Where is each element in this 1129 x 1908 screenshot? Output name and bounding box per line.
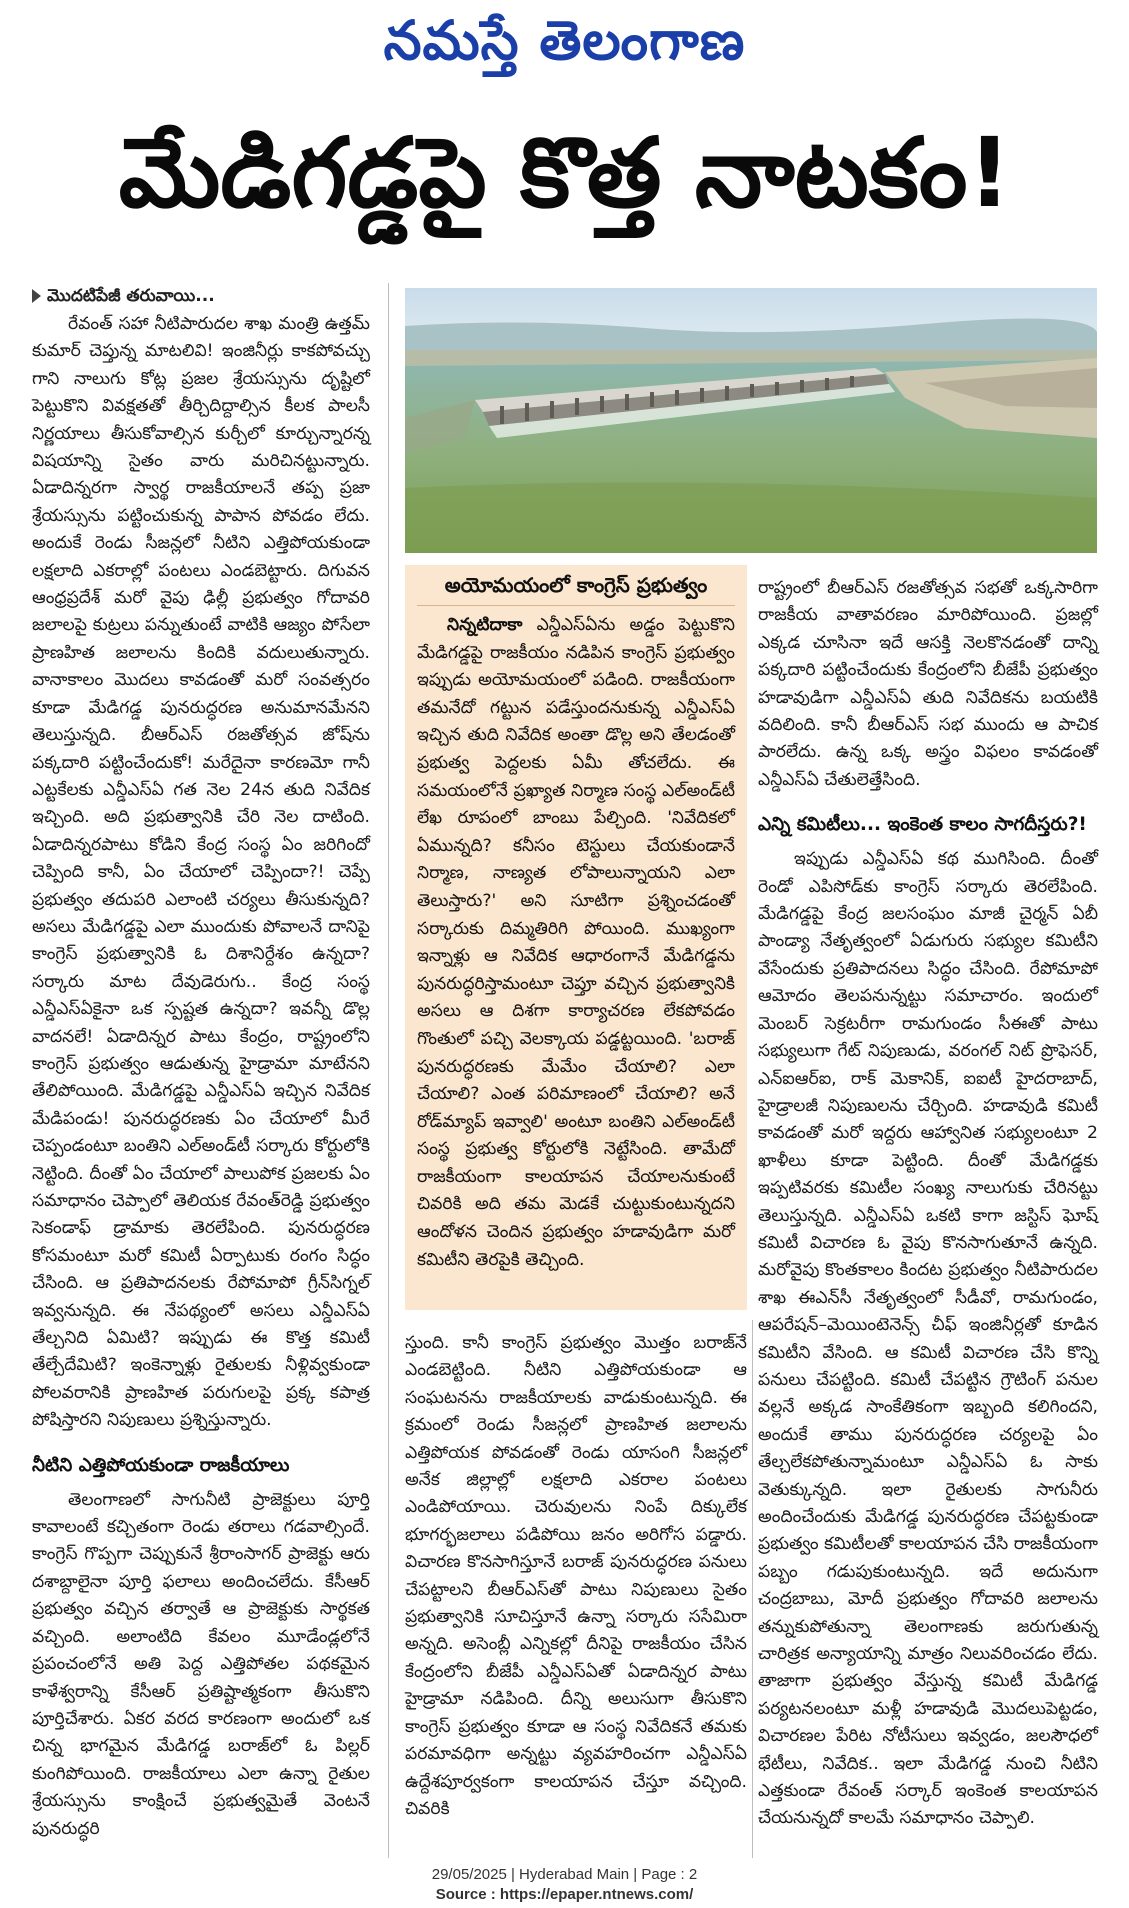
source-footer: Source : https://epaper.ntnews.com/ — [435, 1886, 694, 1903]
sidebar-box-body — [417, 612, 735, 1274]
masthead-logo: నమస్తే తెలంగాణ — [383, 9, 746, 72]
continued-kicker — [32, 283, 370, 309]
article-column-1 — [32, 283, 370, 1858]
article-paragraph: తెలంగాణలో సాగునీటి ప్రాజెక్టులు పూర్తి కావాలంటే కచ్చితంగా రెండు తరాలు గడవాల్సిందే. కాంగ్రెస్ గొప్పగా చెప్పుకునే శ్రీరాంసాగర్ ప్రాజెక్టు ఆరు దశాబ్దాలైనా పూర్తి ఫలాలు అందించలేదు. కేసీఆర్ ప్రభుత్వం వచ్చిన తర్వాతే ఆ ప్రాజెక్టుకు సార్థకత వచ్చింది. అలాంటిది కేవలం మూడేండ్లలోనే ప్రపంచంలోనే అతి పెద్ద ఎత్తిపోతల పథకమైన కాళేశ్వరాన్ని కేసీఆర్ ప్రతిష్టాత్మకంగా తీసుకొని పూర్తిచేశారు. ఏకర వరద కారణంగా అందులో ఒక చిన్న భాగమైన మేడిగడ్డ బరాజ్‌లో ఓ పిల్లర్ కుంగిపోయింది. రాజకీయాలు ఎలా ఉన్నా రైతుల శ్రేయస్సును కాంక్షించే ప్రభుత్వమైతే వెంటనే పునరుద్ధరి — [32, 1489, 370, 1839]
sidebar-box-paragraph — [417, 612, 735, 1274]
article-column-2 — [405, 1330, 747, 1858]
article-paragraph: రాష్ట్రంలో బీఆర్ఎస్ రజతోత్సవ సభతో ఒక్కసారిగా రాజకీయ వాతావరణం మారిపోయింది. ప్రజల్లో ఎక్కడ చూసినా ఇదే ఆసక్తి నెలకొనడంతో దాన్ని పక్కదారి పట్టించేందుకు కేంద్రంలోని బీజేపీ ప్రభుత్వం హడావుడిగా ఎన్డీఎస్ఏ తుది నివేదికను బయటికి వదిలింది. కానీ బీఆర్ఎస్ సభ ముందు ఆ పాచిక పారలేదు. ఉన్న ఒక్క అస్త్రం విఫలం కావడంతో ఎన్డీఎస్ఏ చేతులెత్తేసింది. — [758, 578, 1098, 790]
sidebar-box-lead: నిన్నటిదాకా — [447, 615, 523, 635]
article-column-3 — [758, 575, 1098, 1858]
column-rule — [388, 283, 389, 1858]
barrage-photo-image — [405, 288, 1097, 553]
article-paragraph: రేవంత్ సహా నీటిపారుదల శాఖ మంత్రి ఉత్తమ్ కుమార్ చెప్తున్న మాటలివి! ఇంజినీర్లు కాకపోవచ్చు గాని నాలుగు కోట్ల ప్రజల శ్రేయస్సును దృష్టిలో పెట్టుకొని వివక్షతతో తీర్చిదిద్దాల్సిన కీలక పాలసీ నిర్ణయాలు తీసుకోవాల్సిన కుర్చీలో కూర్చున్నారన్న విషయాన్ని సైతం వారు మరిచినట్టున్నారు. ఏడాదిన్నరగా స్వార్థ రాజకీయాలనే తప్ప ప్రజా శ్రేయస్సును పట్టించుకున్న పాపాన పోవడం లేదు. అందుకే రెండు సీజన్లలో నీటిని ఎత్తిపోయకుండా లక్షలాది ఎకరాల్లో పంటలు ఎండబెట్టారు. దిగువన ఆంధ్రప్రదేశ్ మరో వైపు ఢిల్లీ ప్రభుత్వం గోదావరి జలాలపై కుట్రలు పన్నుతుంటే వాటికి ఆజ్యం పోసేలా ప్రాణహిత జలాలను కిందికి వదులుతున్నారు. వానాకాలం మొదలు కావడంతో మరో సంవత్సరం కూడా మేడిగడ్డ పునరుద్ధరణ అనుమానమేనని తెలుస్తున్నది. బీఆర్ఎస్ రజతోత్సవ జోష్‌ను పక్కదారి పట్టించేందుకో! మరేదైనా కారణమో గానీ ఎట్టకేలకు ఎన్డీఎస్ఏ గత నెల 24న తుది నివేదిక ఇచ్చింది. అది ప్రభుత్వానికి చేరి నెల దాటింది. ఏడాదిన్నరపాటు కోడిని కేంద్ర సంస్థ ఏం జరిగిందో చెప్పింది కానీ, ఏం చేయాలో చెప్పిందా?! చెప్పే ప్రభుత్వం తదుపరి ఎలాంటి చర్యలు తీసుకున్నది? అసలు మేడిగడ్డపై ఎలా ముందుకు పోవాలనే దానిపై కాంగ్రెస్ ప్రభుత్వానికి ఓ దిశానిర్దేశం ఉన్నదా? సర్కారు మాట దేవుడెరుగు.. కేంద్ర సంస్థ ఎన్డీఎస్ఏకైనా ఒక స్పష్టత ఉన్నదా? ఇవన్నీ డొల్ల వాదనలే! ఏడాదిన్నర పాటు కేంద్రం, రాష్ట్రంలోని కాంగ్రెస్ ప్రభుత్వం ఆడుతున్న హైడ్రామా మాటేనని తేలిపోయింది. మేడిగడ్డపై ఎన్డీఎస్ఏ ఇచ్చిన నివేదిక మేడిపండు! పునరుద్ధరణకు ఏం చేయాలో మీరే చెప్పండంటూ బంతిని ఎల్అండ్‌టీ సర్కారు కోర్టులోకి నెట్టింది. దీంతో ఏం చేయాలో పాలుపోక ప్రజలకు ఏం సమాధానం చెప్పాలో తెలియక రేవంత్‌రెడ్డి ప్రభుత్వం సెకండాఫ్ డ్రామాకు తెరలేపింది. పునరుద్ధరణ కోసమంటూ మరో కమిటీ ఏర్పాటుకు రంగం సిద్ధం చేసింది. ఆ ప్రతిపాదనలకు రేపోమాపో గ్రీన్‌సిగ్నల్ ఇవ్వనున్నది. ఈ నేపథ్యంలో అసలు ఎన్డీఎస్ఏ తేల్చనిది ఏమిటి? ఇప్పుడు ఈ కొత్త కమిటీ తేల్చేదేమిటి? ఇంకెన్నాళ్లు రైతులకు నీళ్లివ్వకుండా పోలవరానికి ప్రాణహిత పరుగులపై ప్రక్క కపాత్ర పోషిస్తారని నిపుణులు ప్రశ్నిస్తున్నారు. — [32, 314, 370, 1431]
sidebar-box-text: ఎన్డీఎస్ఏను అడ్డం పెట్టుకొని మేడిగడ్డపై రాజకీయం నడిపిన కాంగ్రెస్ ప్రభుత్వం ఇప్పుడు అయోమయంలో పడింది. రాజకీయంగా తమనేదో గట్టున పడేస్తుందనుకున్న ఎన్డీఎస్ఏ ఇచ్చిన తుది నివేదిక అంతా డొల్ల అని తేలడంతో ప్రభుత్వ పెద్దలకు ఏమీ తోచలేదు. ఈ సమయంలోనే ప్రఖ్యాత నిర్మాణ సంస్థ ఎల్అండ్‌టీ లేఖ రూపంలో బాంబు పేల్చింది. 'నివేదికలో ఏమున్నది? కనీసం టెస్టులు చేయకుండానే నిర్మాణ, నాణ్యత లోపాలున్నాయని ఎలా తెలుస్తారు?' అని సూటిగా ప్రశ్నించడంతో సర్కారుకు దిమ్మతిరిగి పోయింది. ముఖ్యంగా ఇన్నాళ్లు ఆ నివేదిక ఆధారంగానే మేడిగడ్డను పునరుద్ధరిస్తామంటూ చెప్తూ వచ్చిన ప్రభుత్వానికి అసలు ఆ దిశగా కార్యాచరణ లేకపోవడం గొంతులో పచ్చి వెలక్కాయ పడ్డట్టయింది. 'బరాజ్ పునరుద్ధరణకు మేమేం చేయాలి? ఎలా చేయాలి? ఎంత పరిమాణంలో చేయాలి? అనే రోడ్‌మ్యాప్ ఇవ్వాలి' అంటూ బంతిని ఎల్అండ్‌టీ సంస్థ ప్రభుత్వ కోర్టులోకి నెట్టేసింది. తామేదో రాజకీయంగా కాలయాపన చేయాలనుకుంటే చివరికి అది తమ మెడకే చుట్టుకుంటున్నదని ఆందోళన చెందిన ప్రభుత్వం హడావుడిగా మరో కమిటీని తెరపైకి తెచ్చింది. — [417, 615, 735, 1270]
sidebar-box — [405, 565, 747, 1310]
section-subheading: ఎన్ని కమిటీలు... ఇంకెంత కాలం సాగదీస్తరు?! — [758, 814, 1087, 836]
column-rule — [752, 1320, 753, 1858]
triangle-arrow-icon — [32, 289, 41, 303]
headline: మేడిగడ్డపై కొత్త నాటకం! — [118, 117, 1012, 229]
barrage-photo — [405, 288, 1097, 553]
kicker-text: మొదటిపేజీ తరువాయి... — [47, 286, 215, 306]
article-paragraph: స్తుంది. కానీ కాంగ్రెస్ ప్రభుత్వం మొత్తం బరాజ్‌నే ఎండబెట్టింది. నీటిని ఎత్తిపోయకుండా ఆ సంఘటనను రాజకీయాలకు వాడుకుంటున్నది. ఈ క్రమంలో రెండు సీజన్లలో ప్రాణహిత జలాలను ఎత్తిపోయక పోవడంతో రెండు యాసంగి సీజన్లలో అనేక జిల్లాల్లో లక్షలాది ఎకరాల పంటలు ఎండిపోయాయి. చెరువులను నింపే దిక్కులేక భూగర్భజలాలు పడిపోయి జనం అరిగోస పడ్డారు. విచారణ కొనసాగిస్తూనే బరాజ్ పునరుద్ధరణ పనులు చేపట్టాలని బీఆర్ఎస్‌తో పాటు నిపుణులు సైతం ప్రభుత్వానికి సూచిస్తూనే ఉన్నా సర్కారు ససేమిరా అన్నది. అసెంబ్లీ ఎన్నికల్లో దీనిపై రాజకీయం చేసిన కేంద్రంలోని బీజేపీ ఎన్డీఎస్ఏతో ఏడాదిన్నర పాటు హైడ్రామా నడిపింది. దీన్ని అలుసుగా తీసుకొని కాంగ్రెస్ ప్రభుత్వం కూడా ఆ సంస్థ నివేదికనే తమకు పరమావధిగా అన్నట్టు వ్యవహరించగా ఎన్డీఎస్ఏ ఉద్దేశపూర్వకంగా కాలయాపన చేస్తూ వచ్చింది. చివరికి — [405, 1333, 747, 1819]
page-info-footer: 29/05/2025 | Hyderabad Main | Page : 2 — [431, 1866, 698, 1883]
article-paragraph: ఇప్పుడు ఎన్డీఎస్ఏ కథ ముగిసింది. దీంతో రెండో ఎపిసోడ్‌కు కాంగ్రెస్ సర్కారు తెరలేపింది. మేడిగడ్డపై కేంద్ర జలసంఘం మాజీ చైర్మన్ ఏబీ పాండ్యా నేతృత్వంలో ఏడుగురు సభ్యుల కమిటీని వేసేందుకు ప్రతిపాదనలు సిద్ధం చేసింది. రేపోమాపో ఆమోదం తెలపనున్నట్టు సమాచారం. ఇందులో మెంబర్ సెక్రటరీగా రామగుండం సీఈతో పాటు సభ్యులుగా గేట్ నిపుణుడు, వరంగల్ నిట్ ప్రొఫెసర్, ఎన్ఐఆర్ఐ, రాక్ మెకానిక్, ఐఐటీ హైదరాబాద్, హైడ్రాలజీ నిపుణులను చేర్చింది. హడావుడి కమిటీ కావడంతో మరో ఇద్దరు ఆహ్వానిత సభ్యులంటూ 2 ఖాళీలు కూడా పెట్టింది. దీంతో మేడిగడ్డకు ఇప్పటివరకు కమిటీల సంఖ్య నాలుగుకు చేరినట్టు తెలుస్తున్నది. ఎన్డీఎస్ఏ ఒకటి కాగా జస్టిస్ ఘోష్ కమిటీ విచారణ ఓ వైపు కొనసాగుతూనే ఉన్నది. మరోవైపు కొంతకాలం కిందట ప్రభుత్వం నీటిపారుదల శాఖ ఈఎన్‌సీ నేతృత్వంలో సీడీవో, రామగుండం, ఆపరేషన్–మెయింటెనెన్స్ చీఫ్ ఇంజినీర్లతో కూడిన కమిటీని వేసింది. ఆ కమిటీ విచారణ చేసి కొన్ని పనులు చేపట్టింది. కమిటీ చేపట్టిన గ్రౌటింగ్ పనుల వల్లనే అక్కడ సాంకేతికంగా ఇబ్బంది కలిగిందని, అందుకే తాము పునరుద్ధరణ చర్యలపై ఏం తేల్చలేకపోతున్నామంటూ ఎన్డీఎస్ఏ ఓ సాకు వెతుక్కున్నది. ఇలా రైతులకు సాగునీరు అందించేందుకు మేడిగడ్డ పునరుద్ధరణ చేపట్టకుండా ప్రభుత్వం కమిటీలతో కాలయాపన చేసి రాజకీయంగా పబ్బం గడుపుకుంటున్నది. ఇదే అదునుగా చంద్రబాబు, మోదీ ప్రభుత్వం గోదావరి జలాలను తన్నుకుపోతున్నా తెలంగాణకు జరుగుతున్న చారిత్రక అన్యాయాన్ని మాత్రం నిలువరించడం లేదు. తాజాగా ప్రభుత్వం వేస్తున్న కమిటీ మేడిగడ్డ పర్యటనలంటూ మళ్లీ హడావుడి మొదలుపెట్టడం, విచారణల పేరిట నోటీసులు ఇవ్వడం, జలసౌధలో భేటీలు, నివేదిక.. ఇలా మేడిగడ్డ నుంచి నీటిని ఎత్తకుండా రేవంత్ సర్కార్ ఇంకెంత కాలయాపన చేయనున్నదో కాలమే సమాధానం చెప్పాలి. — [758, 849, 1098, 1829]
section-subheading: నీటిని ఎత్తిపోయకుండా రాజకీయాలు — [32, 1454, 290, 1476]
sidebar-box-title: అయోమయంలో కాంగ్రెస్ ప్రభుత్వం — [417, 565, 735, 606]
